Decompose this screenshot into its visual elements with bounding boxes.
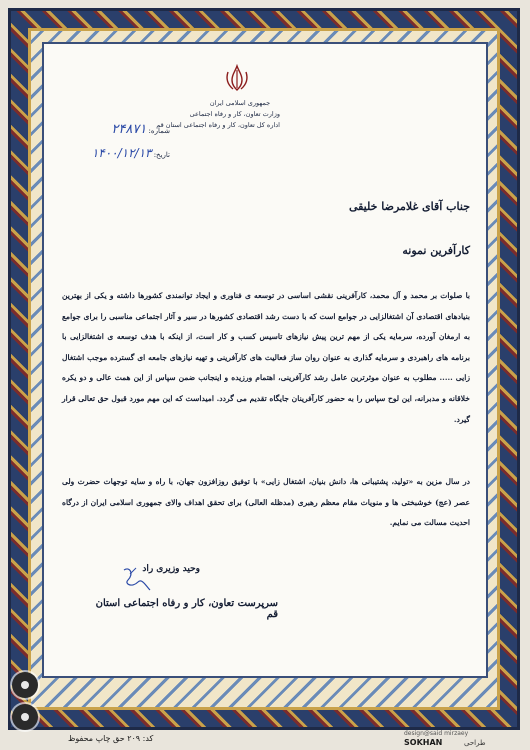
- signatory-name: وحید وزیری راد: [142, 564, 200, 574]
- reference-date-label: تاریخ:: [153, 151, 170, 159]
- letter-subject: کارآفرین نمونه: [402, 244, 470, 257]
- camera-shutter-button[interactable]: [12, 672, 38, 698]
- print-code: کد: ۲۰۹ حق چاپ محفوظ: [68, 734, 154, 743]
- print-footer: [0, 730, 530, 750]
- reference-date-row: [92, 146, 170, 160]
- reference-number-value: ۲۴۸۷۱: [111, 122, 147, 137]
- reference-date-value: ۱۴۰۰/۱۲/۱۳: [91, 146, 152, 160]
- letterhead-ministry: وزارت تعاون، کار و رفاه اجتماعی: [189, 110, 280, 118]
- signatory-title: سرپرست تعاون، کار و رفاه اجتماعی استان قم: [95, 598, 278, 620]
- camera-overlay: [8, 672, 42, 732]
- letterhead: [156, 98, 280, 131]
- letter-body: با صلوات بر محمد و آل محمد، کارآفرینی نقشی اساسی در توسعه ی فناوری و ایجاد توانمندی کشورها داشته و یکی از بهترین بنیادهای اقتصادی آن اشتغالزایی در جوامع است که با دست رشد اقتصادی کشورها در سیر و آثار اجتماعی مناسبی را برای جوامع به ارمغان آورده، سرمایه یکی از مهم ترین پیش نیازهای تاسیس کسب و کار است، از اینکه با هدف توسعه ی اشتغالزایی با برنامه های راهبردی و سرمایه گذاری به عنوان روان ساز فعالیت های کارآفرینی و تهیه نیازهای جامعه ای گسترده موجب اشتغال زایی ..... مطلوب به عنوان موثرترین عامل رشد کارآفرینی، اهتمام ورزیده و اینجانب ضمن سپاس از این همت عالی و دو یکره خلاقانه و مدبرانه، این لوح سپاس را به حضور کارآفرینان جایگاه تقدیم می گردد. امیداست که این مهم مورد قبول حق تعالی قرار گیرد.: [62, 291, 470, 424]
- addressee: جناب آقای غلامرضا خلیقی: [348, 200, 470, 213]
- designer-credit: design@said mirzaey: [404, 730, 469, 737]
- iran-emblem-icon: [222, 64, 252, 92]
- brand-name: SOKHAN: [404, 738, 443, 747]
- letter-closing: در سال مزین به «تولید، پشتیبانی ها، دانش بنیان، اشتغال زایی» با توفیق روزافزون جهان، با راه و سایه توجهات حضرت ولی عصر (عج) خوشبختی ها و منویات مقام معظم رهبری (مدظله العالی) برای تحقق اهداف والای جمهوری اسلامی ایران از درگاه احدیت مسالت می نمایم.: [62, 477, 470, 528]
- reference-number-label: شماره:: [148, 127, 170, 135]
- letterhead-office: اداره کل تعاون، کار و رفاه اجتماعی استان قم: [156, 121, 280, 129]
- letterhead-country: جمهوری اسلامی ایران: [209, 99, 271, 107]
- reference-number-row: [111, 122, 170, 137]
- brand-tag: طراحی: [464, 739, 486, 747]
- camera-switch-button[interactable]: [12, 704, 38, 730]
